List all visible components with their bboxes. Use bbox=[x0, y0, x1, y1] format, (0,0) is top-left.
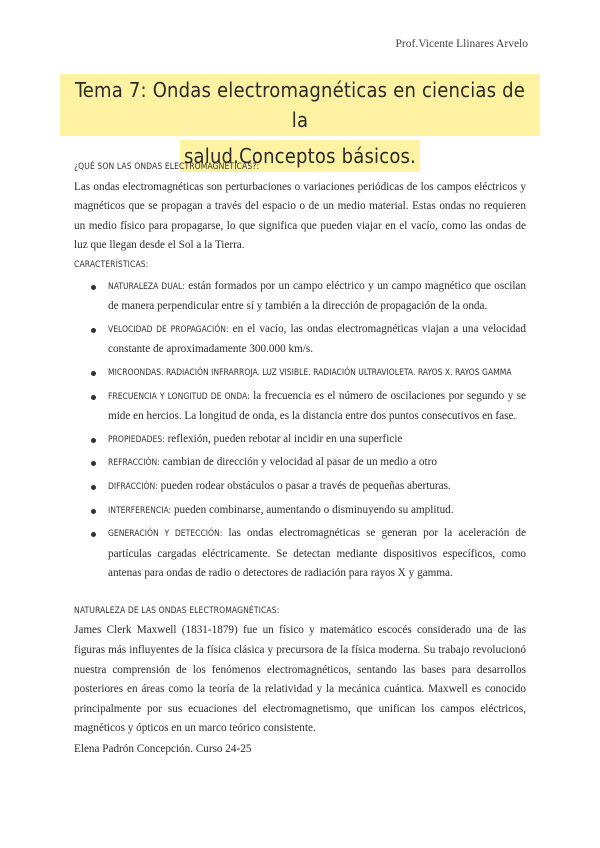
list-item bbox=[108, 363, 526, 384]
list-item bbox=[108, 524, 526, 584]
list-item bbox=[108, 501, 526, 522]
list-item-text: cambian de dirección y velocidad al pasar de un medio a otro bbox=[159, 456, 437, 469]
list-item-text: la frecuencia es el número de oscilaciones por segundo y se mide en hercios. La longitud de onda, es la distancia entre dos puntos consecutivos en fase. bbox=[108, 389, 526, 423]
section-spacer bbox=[74, 587, 526, 602]
list-item-term: GENERACIÓN Y DETECCIÓN: bbox=[108, 529, 223, 540]
features-list bbox=[74, 277, 526, 584]
title-line-2: salud.Conceptos básicos. bbox=[180, 140, 420, 172]
list-item-term: DIFRACCIÓN: bbox=[108, 481, 158, 492]
list-item-term: FRECUENCIA Y LONGITUD DE ONDA: bbox=[108, 391, 250, 402]
list-item-text: están formados por un campo eléctrico y un campo magnético que oscilan de manera perpendicular entre sí y también a la dirección de propagación de la onda. bbox=[108, 279, 526, 313]
features-heading: CARACTERÍSTICAS: bbox=[74, 259, 149, 270]
list-item-term: NATURALEZA DUAL: bbox=[108, 281, 185, 292]
list-item-term: INTERFERENCIA: bbox=[108, 505, 172, 516]
list-item-term: REFRACCIÓN: bbox=[108, 458, 160, 469]
list-item bbox=[108, 430, 526, 451]
section-heading-what-are: ¿QUÉ SON LAS ONDAS ELECTROMAGNÉTICAS?: bbox=[74, 162, 260, 172]
author-header: Prof.Vicente Llinares Arvelo bbox=[395, 38, 528, 50]
document-body bbox=[74, 158, 526, 760]
list-item bbox=[108, 387, 526, 427]
list-item-text: las ondas electromagnéticas se generan por la aceleración de partículas cargadas eléctricamente. Se detectan mediante dispositivos específicos, como antenas para ondas de radio o detectores de radiación para rayos X y gamma. bbox=[108, 527, 526, 580]
list-item-term: MICROONDAS. RADIACIÓN INFRARROJA. LUZ VISIBLE. RADIACIÓN ULTRAVIOLETA. RAYOS X. RAYOS GAMMA bbox=[108, 367, 512, 378]
list-item bbox=[108, 453, 526, 474]
list-item-text: pueden rodear obstáculos o pasar a través de pequeñas aberturas. bbox=[157, 479, 451, 492]
title-line-1: Tema 7: Ondas electromagnéticas en ciencias de la bbox=[60, 74, 540, 136]
list-item bbox=[108, 320, 526, 360]
list-item-term: PROPIEDADES: bbox=[108, 434, 165, 445]
list-item bbox=[108, 277, 526, 317]
list-item-text: reflexión, pueden rebotar al incidir en una superficie bbox=[164, 432, 403, 445]
list-item-term: VELOCIDAD DE PROPAGACIÓN: bbox=[108, 324, 229, 335]
maxwell-paragraph: James Clerk Maxwell (1831-1879) fue un físico y matemático escocés considerado una de las figuras más influyentes de la física clásica y precursora de la física moderna. Su trabajo revolucionó nuestra comprensión de los fenómenos electromagnéticos, sentando las bases para desarrollos posteriores en áreas como la teoría de la relatividad y la mecánica cuántica. Maxwell es conocido principalmente por sus ecuaciones del electromagnetismo, que unifican los campos eléctricos, magnéticos y ópticos en un marco teórico consistente. bbox=[74, 624, 526, 735]
list-item bbox=[108, 477, 526, 498]
intro-paragraph: Las ondas electromagnéticas son perturbaciones o variaciones periódicas de los campos eléctricos y magnéticos que se propagan a través del espacio o de un medio material. Estas ondas no requieren un medio físico para propagarse, lo que significa que pueden viajar en el vacío, como las ondas de luz que llegan desde el Sol a la Tierra. bbox=[74, 180, 526, 252]
course-footer: Elena Padrón Concepción. Curso 24-25 bbox=[74, 743, 252, 756]
list-item-text: en el vacío, las ondas electromagnéticas viajan a una velocidad constante de aproximadamente 300.000 km/s. bbox=[108, 322, 526, 356]
list-item-text: pueden combinarse, aumentando o disminuyendo su amplitud. bbox=[171, 503, 454, 516]
section-heading-nature: NATURALEZA DE LAS ONDAS ELECTROMAGNÉTICAS: bbox=[74, 605, 280, 616]
